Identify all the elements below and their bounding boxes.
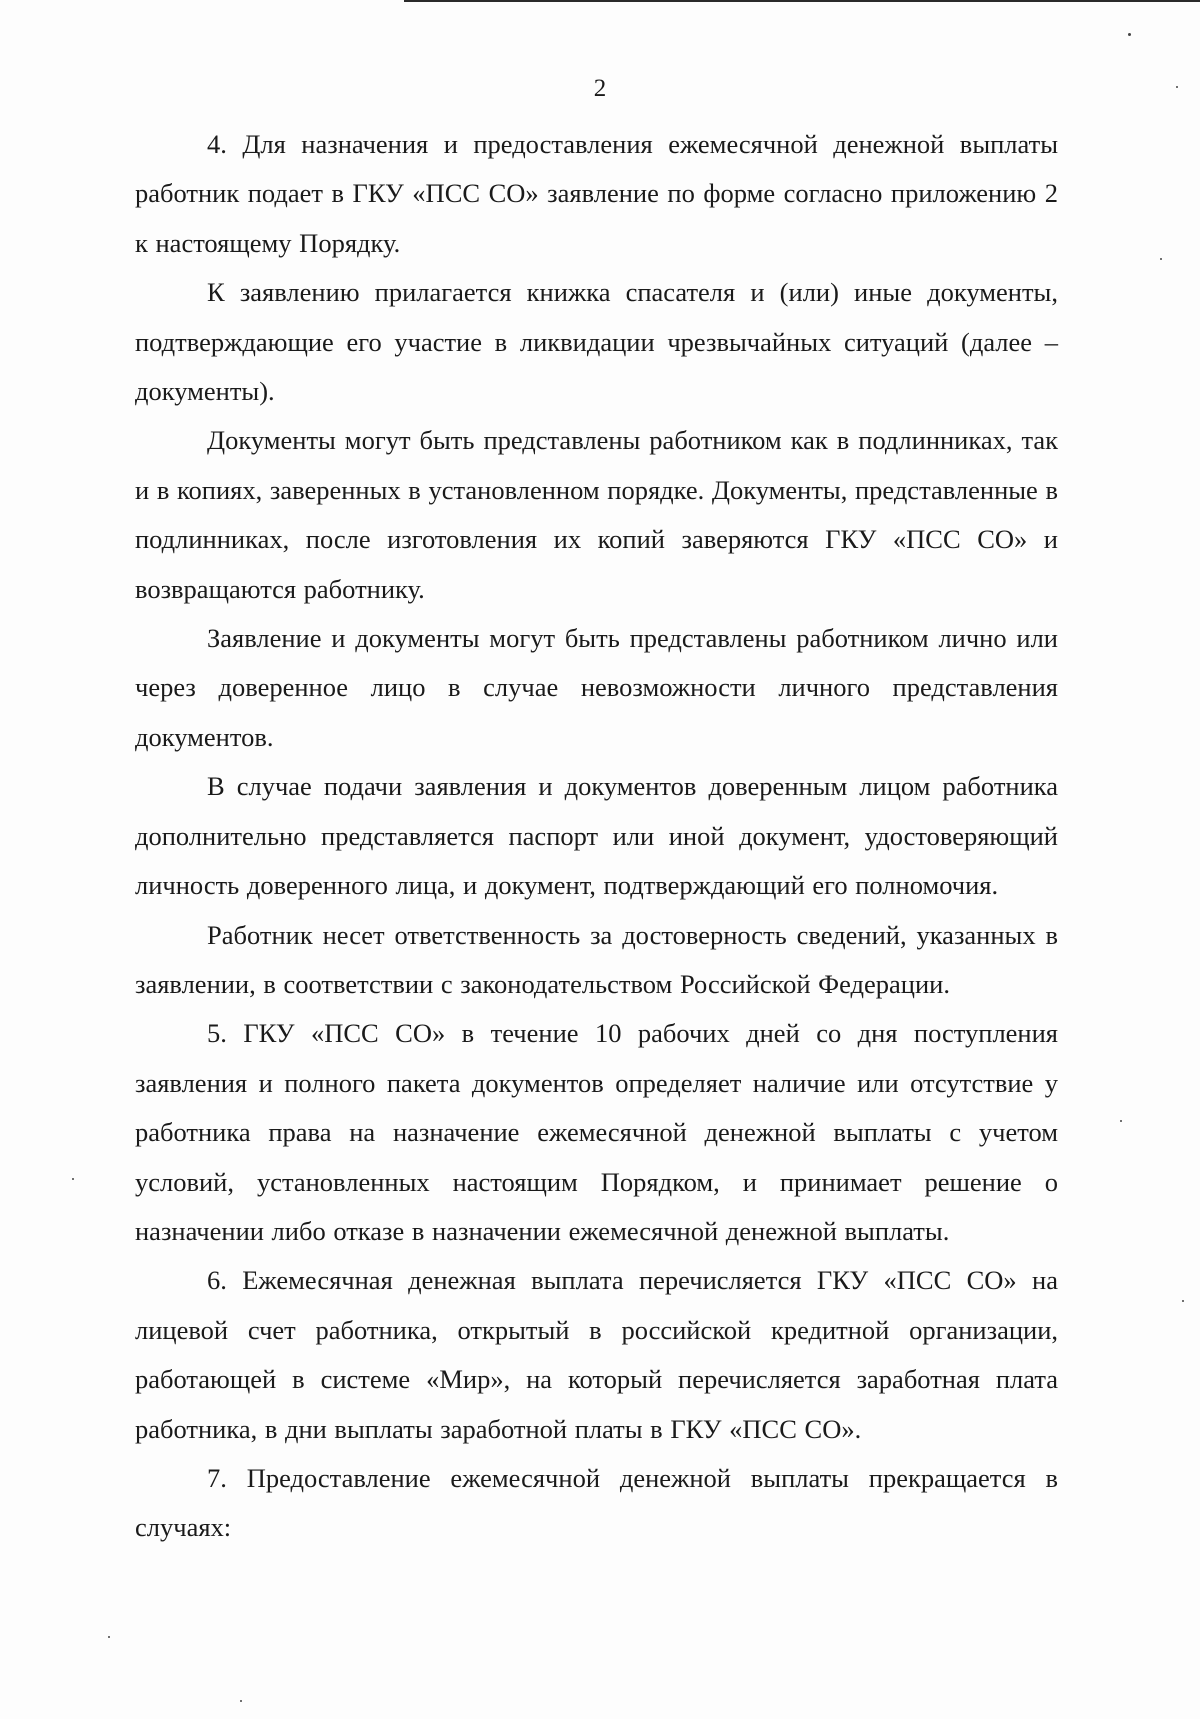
top-border-line — [404, 0, 1200, 2]
scan-speck — [1160, 258, 1162, 260]
scan-speck — [1120, 1120, 1122, 1122]
scan-speck — [1128, 33, 1131, 36]
paragraph-attachments: К заявлению прилагается книжка спасателя и (или) иные документы, подтверждающие его участие в ликвидации чрезвычайных ситуаций (далее – документы). — [135, 277, 1058, 407]
scan-speck — [72, 1178, 74, 1180]
paragraph-item-5: 5. ГКУ «ПСС СО» в течение 10 рабочих дней со дня поступления заявления и полного пакета документов определяет наличие или отсутствие у работника права на назначение ежемесячной денежной выплаты с учетом условий, установленных настоящим Порядком, и принимает решение о назначении либо отказе в назначении ежемесячной денежной выплаты. — [135, 1018, 1058, 1246]
paragraph-responsibility: Работник несет ответственность за достоверность сведений, указанных в заявлении, в соответствии с законодательством Российской Федерации. — [135, 919, 1058, 999]
page-number: 2 — [593, 75, 607, 102]
scan-speck — [240, 1700, 242, 1702]
scan-speck — [108, 1636, 110, 1638]
document-body — [135, 120, 1058, 1553]
scan-speck — [1182, 1300, 1184, 1302]
scan-speck — [1176, 86, 1178, 88]
paragraph-submission: Заявление и документы могут быть представлены работником лично или через доверенное лицо в случае невозможности личного представления документов. — [135, 623, 1058, 752]
paragraph-item-4: 4. Для назначения и предоставления ежемесячной денежной выплаты работник подает в ГКУ «ПСС СО» заявление по форме согласно приложению 2 к настоящему Порядку. — [135, 129, 1058, 258]
paragraph-item-6: 6. Ежемесячная денежная выплата перечисляется ГКУ «ПСС СО» на лицевой счет работника, открытый в российской кредитной организации, работающей в системе «Мир», на который перечисляется заработная плата работника, в дни выплаты заработной платы в ГКУ «ПСС СО». — [135, 1265, 1058, 1444]
paragraph-document-forms: Документы могут быть представлены работником как в подлинниках, так и в копиях, заверенных в установленном порядке. Документы, представленные в подлинниках, после изготовления их копий заверяются ГКУ «ПСС СО» и возвращаются работнику. — [135, 425, 1058, 604]
paragraph-item-7: 7. Предоставление ежемесячной денежной выплаты прекращается в случаях: — [135, 1462, 1058, 1543]
paragraph-proxy: В случае подачи заявления и документов доверенным лицом работника дополнительно представляется паспорт или иной документ, удостоверяющий личность доверенного лица, и документ, подтверждающий его полномочия. — [135, 771, 1058, 901]
